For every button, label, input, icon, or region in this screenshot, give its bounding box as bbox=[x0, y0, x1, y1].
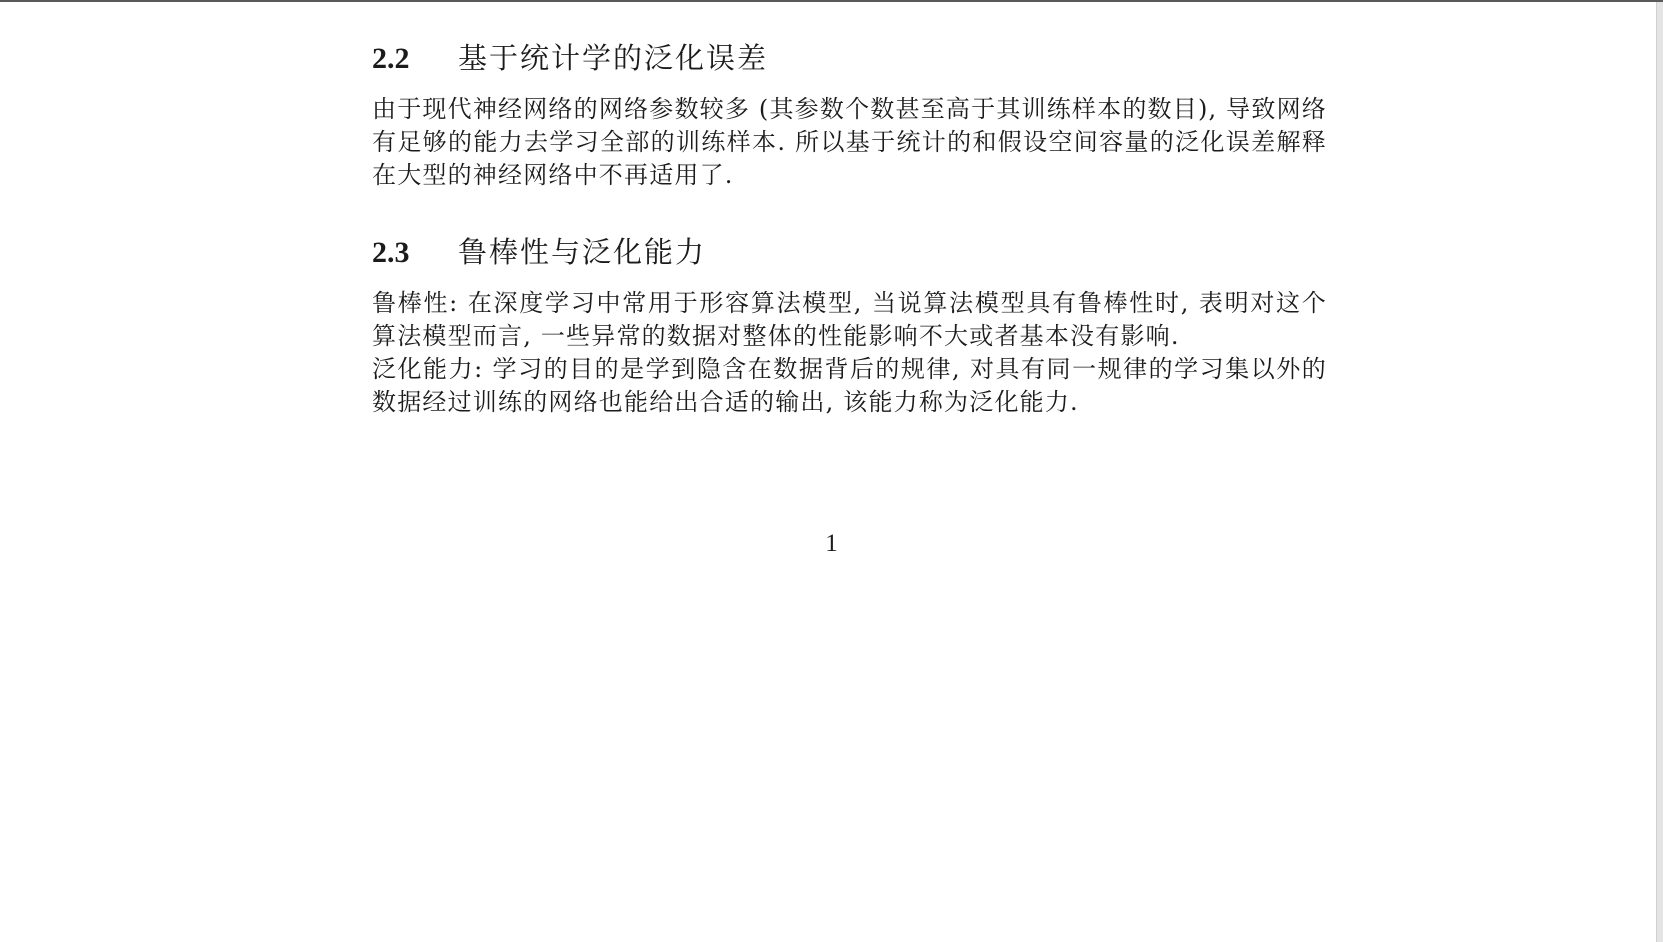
section-title: 鲁棒性与泛化能力 bbox=[458, 235, 707, 269]
page-number: 1 bbox=[825, 530, 838, 557]
document-page bbox=[372, 38, 1327, 419]
paragraph-generalization-ability: 泛化能力: 学习的目的是学到隐含在数据背后的规律, 对具有同一规律的学习集以外的数据经过训练的网络也能给出合适的输出, 该能力称为泛化能力. bbox=[372, 355, 1327, 416]
paragraph-generalization-error: 由于现代神经网络的网络参数较多 (其参数个数甚至高于其训练样本的数目), 导致网络有足够的能力去学习全部的训练样本. 所以基于统计的和假设空间容量的泛化误差解释在大型的神经网络中不再适用了. bbox=[372, 95, 1327, 189]
section-heading-2-3 bbox=[372, 232, 1327, 273]
section-title: 基于统计学的泛化误差 bbox=[458, 41, 769, 75]
section-heading-2-2 bbox=[372, 38, 1327, 79]
section-number: 2.3 bbox=[372, 236, 410, 269]
paragraph-robustness: 鲁棒性: 在深度学习中常用于形容算法模型, 当说算法模型具有鲁棒性时, 表明对这个算法模型而言, 一些异常的数据对整体的性能影响不大或者基本没有影响. bbox=[372, 289, 1327, 350]
section-number: 2.2 bbox=[372, 42, 410, 75]
scrollbar[interactable] bbox=[1656, 2, 1663, 942]
